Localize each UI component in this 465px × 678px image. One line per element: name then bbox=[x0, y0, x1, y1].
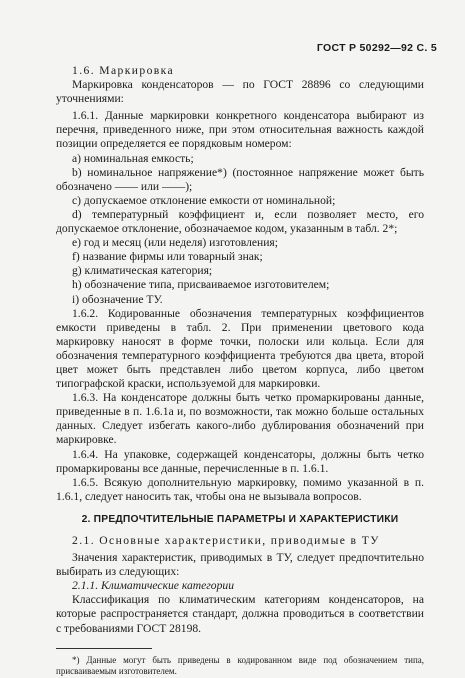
footnote-divider bbox=[56, 648, 152, 649]
paragraph-2-1-1-text: Классификация по климатическим категориям конденсаторов, на которые распространяется стандарт, должна проводиться в соответствии с требованиями ГОСТ 28198. bbox=[56, 593, 424, 635]
list-item-b: b) номинальное напряжение*) (постоянное напряжение может быть обозначено —— или ——); bbox=[56, 165, 424, 193]
paragraph-2-1-text: Значения характеристик, приводимых в ТУ, следует предпочтительно выбирать из следующих: bbox=[56, 551, 424, 579]
paragraph-2-1: 2.1. Основные характеристики, приводимые в ТУ bbox=[72, 534, 380, 547]
paragraph-2-1-1-title: 2.1.1. Климатические категории bbox=[72, 579, 234, 593]
paragraph-1-6-2: 1.6.2. Кодированные обозначения температурных коэффициентов емкости приведены в табл. 2. При применении цветового кода маркировку наносят в форме точки, полоски или кольца. Если для обозначения температурного коэффициента требуются два цвета, второй цвет может быть представлен либо цветом корпуса, либо цветом типографской краски, используемой для маркировки. bbox=[56, 306, 424, 391]
paragraph-1-6-4: 1.6.4. На упаковке, содержащей конденсаторы, должны быть четко промаркированы все данные, перечисленные в п. 1.6.1. bbox=[56, 447, 424, 475]
list-item-c: c) допускаемое отклонение емкости от номинальной; bbox=[72, 193, 336, 207]
list-item-g: g) климатическая категория; bbox=[72, 264, 213, 278]
section-2-title: 2. ПРЕДПОЧТИТЕЛЬНЫЕ ПАРАМЕТРЫ И ХАРАКТЕРИСТИКИ bbox=[81, 513, 399, 525]
list-item-h: h) обозначение типа, присваиваемое изготовителем; bbox=[72, 278, 330, 292]
list-item-a: a) номинальная емкость; bbox=[72, 151, 194, 165]
paragraph-1-6-1: 1.6.1. Данные маркировки конкретного конденсатора выбирают из перечня, приведенного ниже, при этом относительная важность каждой позиции определяется ее порядковым номером: bbox=[56, 109, 424, 151]
document-body bbox=[56, 64, 424, 678]
paragraph-1-6-5: 1.6.5. Всякую дополнительную маркировку, помимо указанной в п. 1.6.1, следует наносить так, чтобы она не вызывала вопросов. bbox=[56, 475, 424, 503]
page-header: ГОСТ Р 50292—92 С. 5 bbox=[316, 42, 437, 54]
list-item-d: d) температурный коэффициент и, если позволяет место, его допускаемое отклонение, обозначаемое кодом, указанным в табл. 2*; bbox=[56, 207, 424, 236]
list-item-i: i) обозначение ТУ. bbox=[72, 292, 163, 306]
footnote: *) Данные могут быть приведены в кодированном виде под обозначением типа, присваиваемым изготовителем. bbox=[56, 654, 424, 677]
section-1-6-intro: Маркировка конденсаторов — по ГОСТ 28896 со следующими уточнениями: bbox=[56, 78, 424, 106]
paragraph-1-6-3: 1.6.3. На конденсаторе должны быть четко промаркированы данные, приведенные в п. 1.6.1а и, по возможности, так можно больше остальных данных. Следует избегать какого-либо дублирования обозначений при маркировке. bbox=[56, 391, 424, 447]
section-1-6-title: 1.6. Маркировка bbox=[72, 64, 175, 77]
list-item-f: f) название фирмы или товарный знак; bbox=[72, 250, 263, 264]
list-item-e: e) год и месяц (или неделя) изготовления; bbox=[72, 236, 278, 250]
